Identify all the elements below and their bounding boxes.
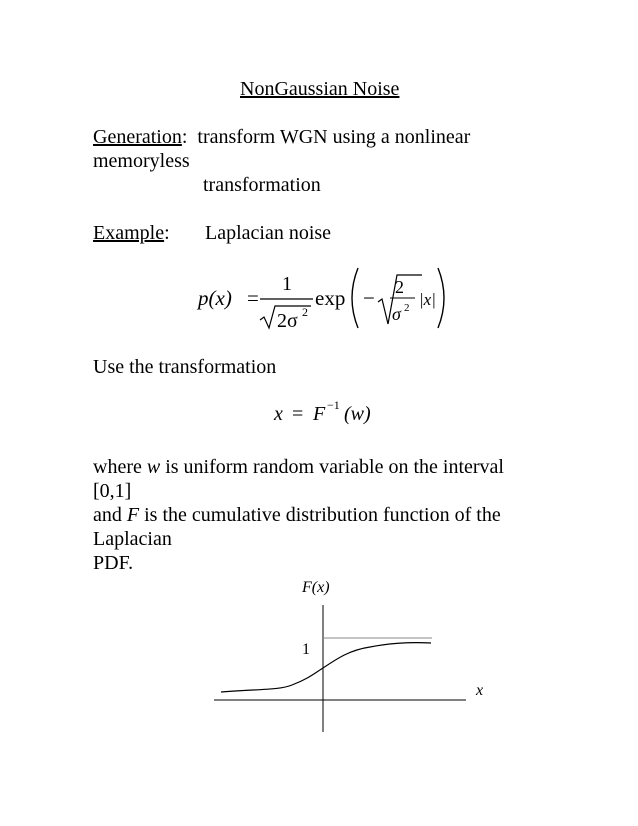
graph-y-label: F(x) [302, 579, 330, 596]
pdf-inner-num: 2 [395, 277, 404, 297]
pdf-den-base: 2σ [277, 310, 298, 332]
generation-colon: : [181, 126, 188, 148]
pdf-equation [190, 260, 460, 335]
where-line-5: PDF. [93, 552, 134, 574]
generation-line-3: transformation [203, 174, 321, 196]
example-text: Laplacian noise [205, 222, 332, 244]
generation-text-1: transform WGN using a nonlinear [197, 126, 471, 148]
transform-F: F [313, 403, 326, 425]
graph-one-label: 1 [302, 641, 310, 658]
pdf-exp-func: exp [315, 286, 346, 310]
transform-equation [265, 395, 385, 431]
pdf-right-paren [438, 268, 444, 328]
generation-line-2: memoryless [93, 150, 190, 172]
page-title: NonGaussian Noise [240, 78, 400, 100]
pdf-inner-den-base: σ [392, 304, 401, 324]
pdf-lhs: p(x) [198, 286, 232, 310]
where-F: F [126, 504, 140, 526]
transform-arg: (w) [344, 403, 371, 425]
pdf-abs-x: |x| [419, 290, 436, 309]
pdf-numerator: 1 [282, 273, 292, 295]
cdf-graph [200, 570, 490, 740]
transform-equals: = [292, 403, 304, 425]
example-colon: : [164, 222, 170, 244]
where-line-3 [93, 503, 501, 527]
pdf-den-exp: 2 [302, 305, 308, 319]
where-and: and [93, 504, 122, 526]
where-rest-3: is the cumulative distribution function of the [144, 504, 501, 526]
example-label-wrap [93, 221, 170, 245]
pdf-left-paren [352, 268, 358, 328]
where-rest-1: is uniform random variable on the interval [165, 456, 504, 478]
where-word: where [93, 456, 142, 478]
use-transformation-text: Use the transformation [93, 356, 277, 378]
pdf-inner-den-exp: 2 [404, 302, 410, 314]
pdf-minus: − [363, 286, 375, 310]
where-line-1 [93, 455, 504, 479]
generation-label: Generation [93, 126, 182, 148]
graph-x-label: x [476, 682, 484, 699]
where-line-4: Laplacian [93, 528, 172, 550]
transform-exp: −1 [327, 398, 340, 412]
transform-lhs: x [274, 403, 283, 425]
where-w: w [146, 456, 161, 478]
generation-line-1 [93, 125, 470, 149]
where-line-2: [0,1] [93, 480, 132, 502]
pdf-equals: = [247, 286, 259, 310]
graph-cdf-curve [221, 643, 431, 692]
example-label: Example [93, 222, 165, 244]
